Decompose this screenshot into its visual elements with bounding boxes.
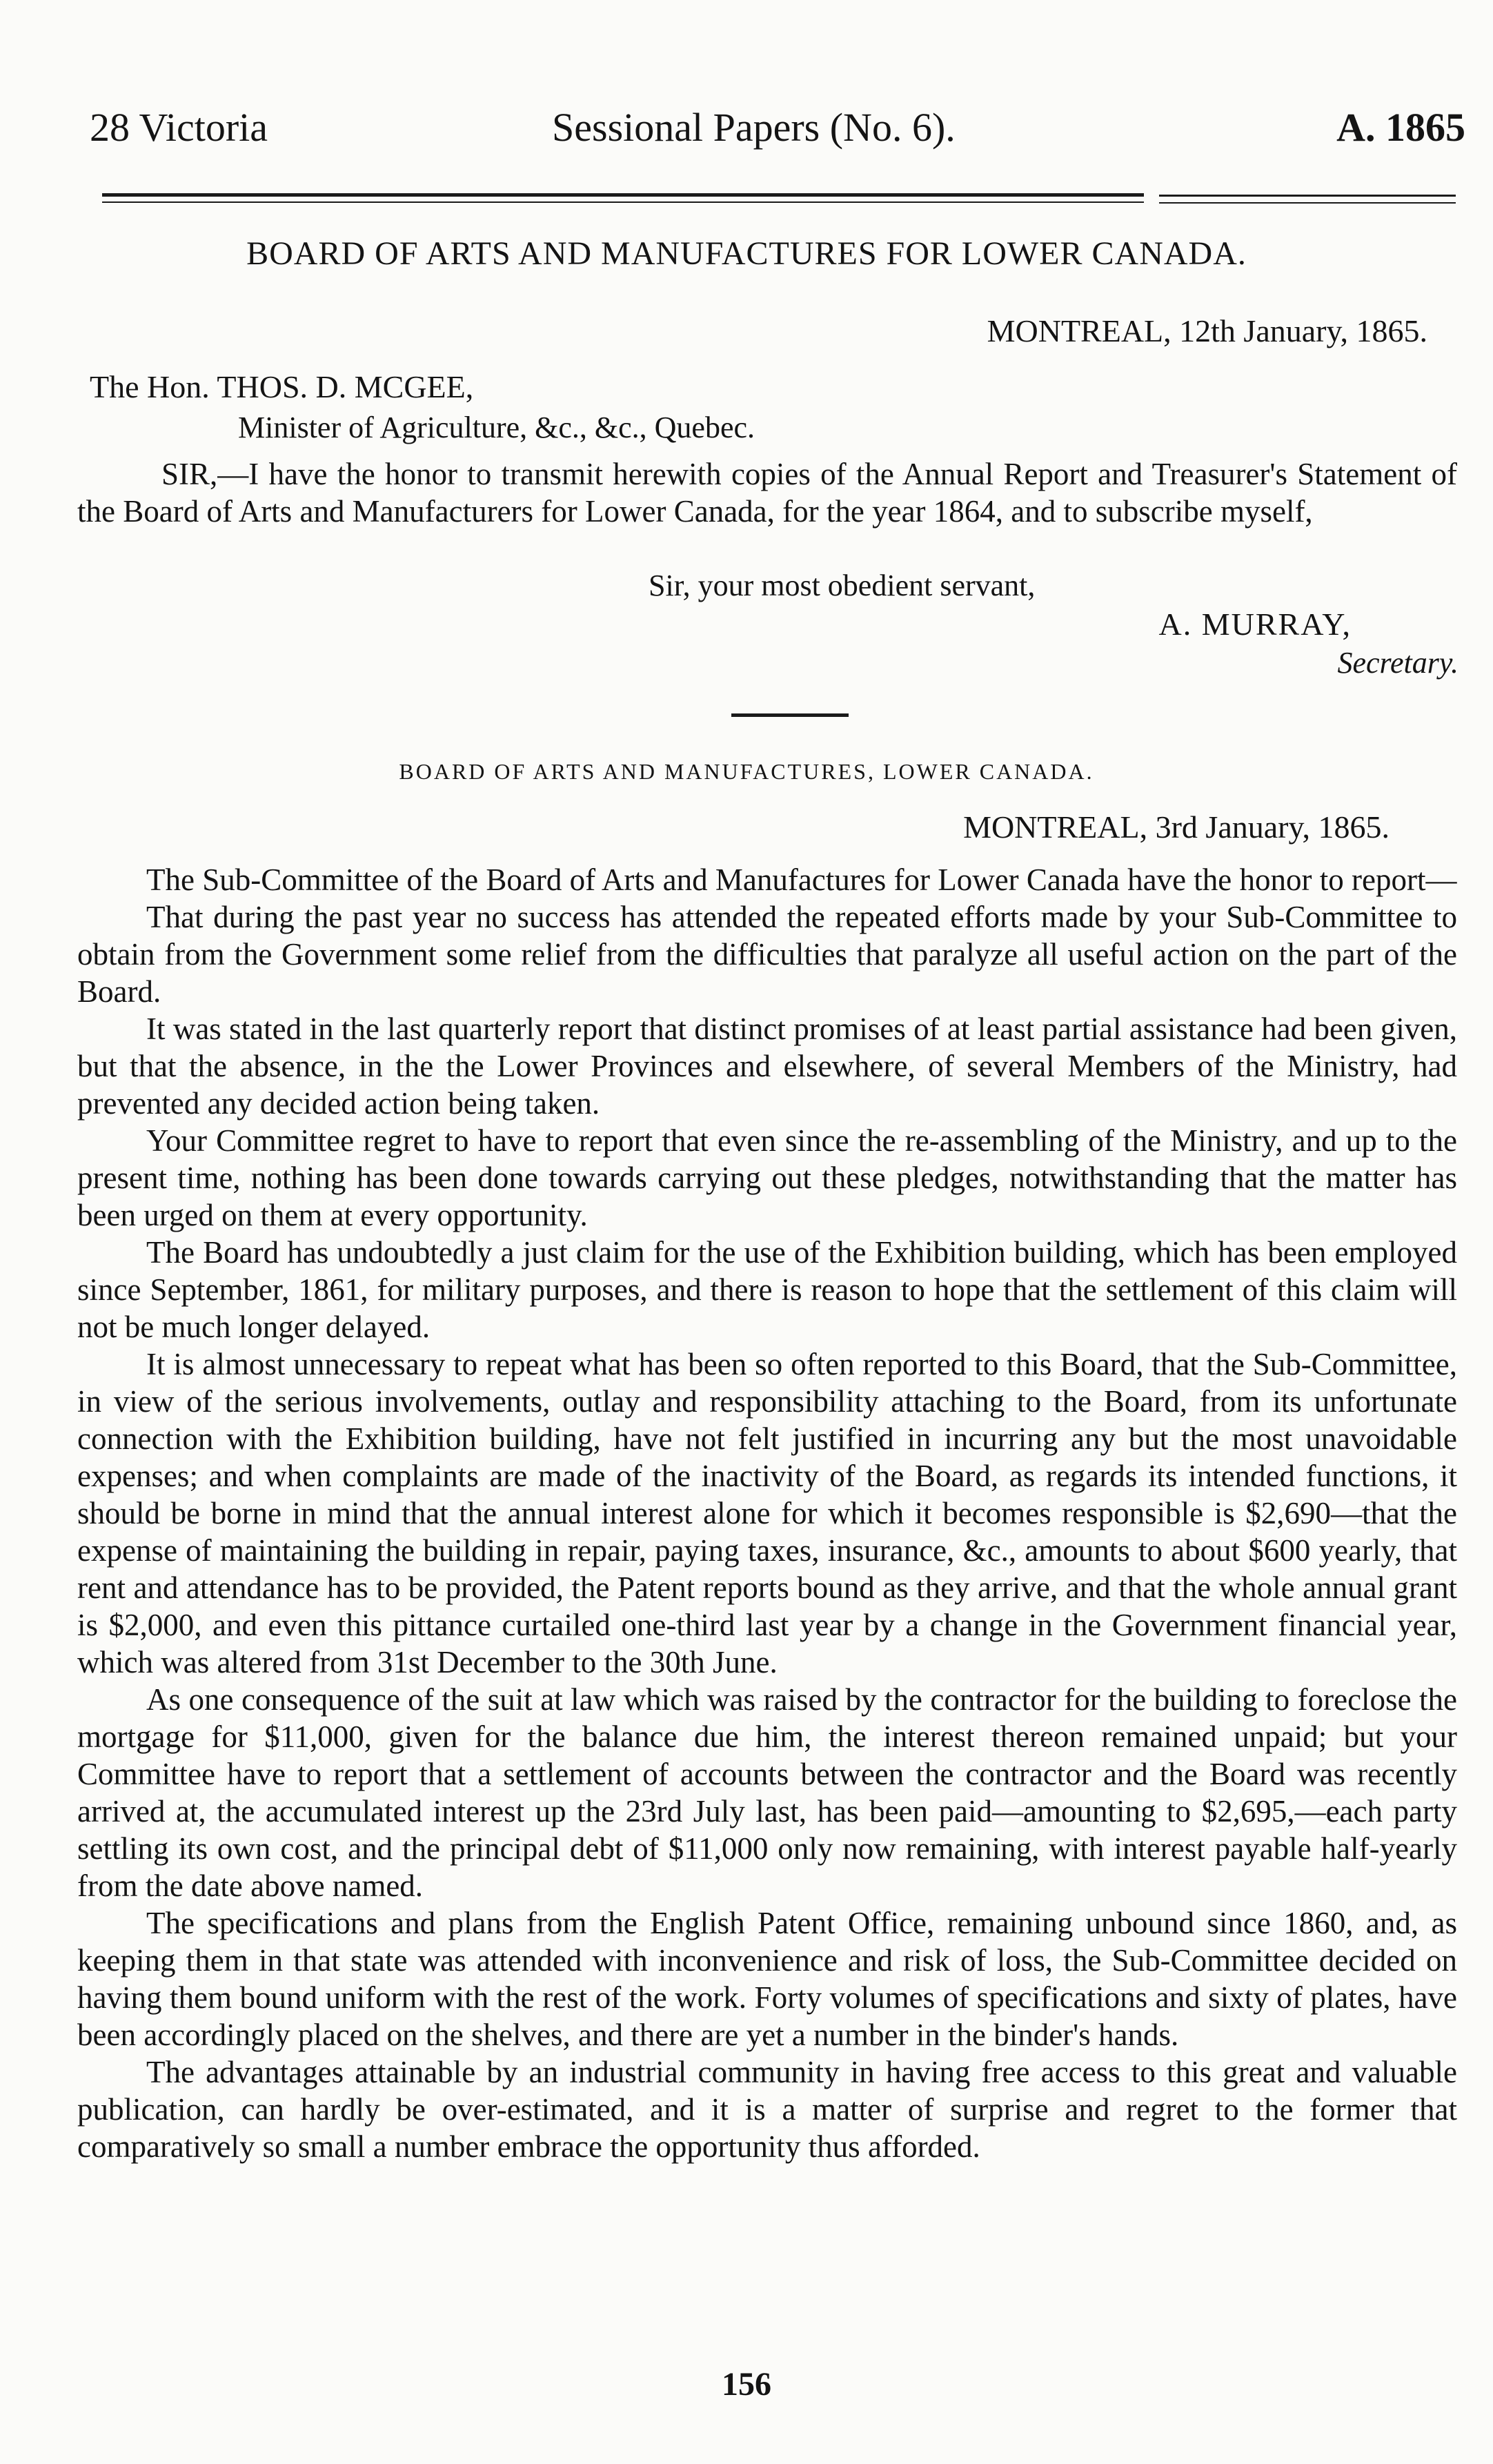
report-body xyxy=(77,861,1457,2165)
header-rule-left-thick xyxy=(102,193,1144,197)
section-divider xyxy=(731,713,849,717)
report-paragraph: It is almost unnecessary to repeat what has been so often reported to this Board, that the Sub-Committee, in view of the serious involvements, outlay and responsibility attaching to the Board, from its unfortunate connection with the Exhibition building, have not felt justified in incurring any but the most unavoidable expenses; and when complaints are made of the inactivity of the Board, as regards its intended functions, it should be borne in mind that the annual interest alone for which it becomes responsible is $2,690—that the expense of maintaining the building in repair, paying taxes, insurance, &c., amounts to about $600 yearly, that rent and attendance has to be provided, the Patent reports bound as they arrive, and that the whole annual grant is $2,000, and even this pittance curtailed one-third last year by a change in the Government financial year, which was altered from 31st December to the 30th June. xyxy=(77,1347,1457,1679)
report-paragraph: Your Committee regret to have to report that even since the re-assembling of the Ministry, and up to the present time, nothing has been done towards carrying out these pledges, notwithstanding that the matter has been urged on them at every opportunity. xyxy=(77,1123,1457,1232)
report-dateline: MONTREAL, 3rd January, 1865. xyxy=(963,809,1390,845)
letter-dateline: MONTREAL, 12th January, 1865. xyxy=(987,313,1427,348)
report-paragraph: The Board has undoubtedly a just claim for the use of the Exhibition building, which has been employed since September, 1861, for military purposes, and there is reason to hope that the settlement of this claim will not be much longer delayed. xyxy=(77,1235,1457,1344)
report-paragraph: As one consequence of the suit at law which was raised by the contractor for the building to foreclose the mortgage for $11,000, given for the balance due him, the interest thereon remained unpaid; but your Committee have to report that a settlement of accounts between the contractor and the Board was recently arrived at, the accumulated interest up the 23rd July last, has been paid—amounting to $2,695,—each party settling its own cost, and the principal debt of $11,000 only now remaining, with interest payable half-yearly from the date above named. xyxy=(77,1682,1457,1903)
report-paragraph: It was stated in the last quarterly report that distinct promises of at least partial assistance had been given, but that the absence, in the the Lower Provinces and elsewhere, of several Members of the Ministry, had prevented any decided action being taken. xyxy=(77,1012,1457,1121)
letter-addressee-title: Minister of Agriculture, &c., &c., Quebec. xyxy=(238,411,755,444)
letter-closing: Sir, your most obedient servant, xyxy=(649,569,1036,602)
report-paragraph: The advantages attainable by an industrial community in having free access to this great and valuable publication, can hardly be over-estimated, and it is a matter of surprise and regret to the former that comparatively so small a number embrace the opportunity thus afforded. xyxy=(77,2055,1457,2164)
letter-signature-title: Secretary. xyxy=(1337,646,1459,680)
letter-signature: A. MURRAY, xyxy=(1158,607,1352,642)
report-title: BOARD OF ARTS AND MANUFACTURES, LOWER CANADA. xyxy=(399,759,1094,784)
letter-addressee: The Hon. THOS. D. MCGEE, xyxy=(90,369,474,404)
header-session: 28 Victoria xyxy=(90,105,268,150)
report-paragraph: The Sub-Committee of the Board of Arts and Manufactures for Lower Canada have the honor to report— xyxy=(146,863,1457,897)
report-paragraph: That during the past year no success has attended the repeated efforts made by your Sub-Committee to obtain from the Government some relief from the difficulties that paralyze all useful action on the part of the Board. xyxy=(77,900,1457,1009)
header-rule-left-thin xyxy=(102,201,1144,203)
report-paragraph: The specifications and plans from the English Patent Office, remaining unbound since 1860, and, as keeping them in that state was attended with inconvenience and risk of loss, the Sub-Committee decided on having them bound uniform with the rest of the work. Forty volumes of specifications and sixty of plates, have been accordingly placed on the shelves, and there are yet a number in the binder's hands. xyxy=(77,1906,1457,2052)
board-title: BOARD OF ARTS AND MANUFACTURES FOR LOWER CANADA. xyxy=(246,235,1247,272)
header-rule-right-thick xyxy=(1159,195,1456,197)
header-year: A. 1865 xyxy=(1336,105,1465,150)
header-sessional-papers: Sessional Papers (No. 6). xyxy=(552,105,956,150)
letter-body: SIR,—I have the honor to transmit herewith copies of the Annual Report and Treasurer's Statement of the Board of Arts and Manufacturers for Lower Canada, for the year 1864, and to subscribe myself, xyxy=(77,457,1457,529)
header-rule-right-thin xyxy=(1159,202,1456,204)
page-number: 156 xyxy=(722,2366,771,2403)
